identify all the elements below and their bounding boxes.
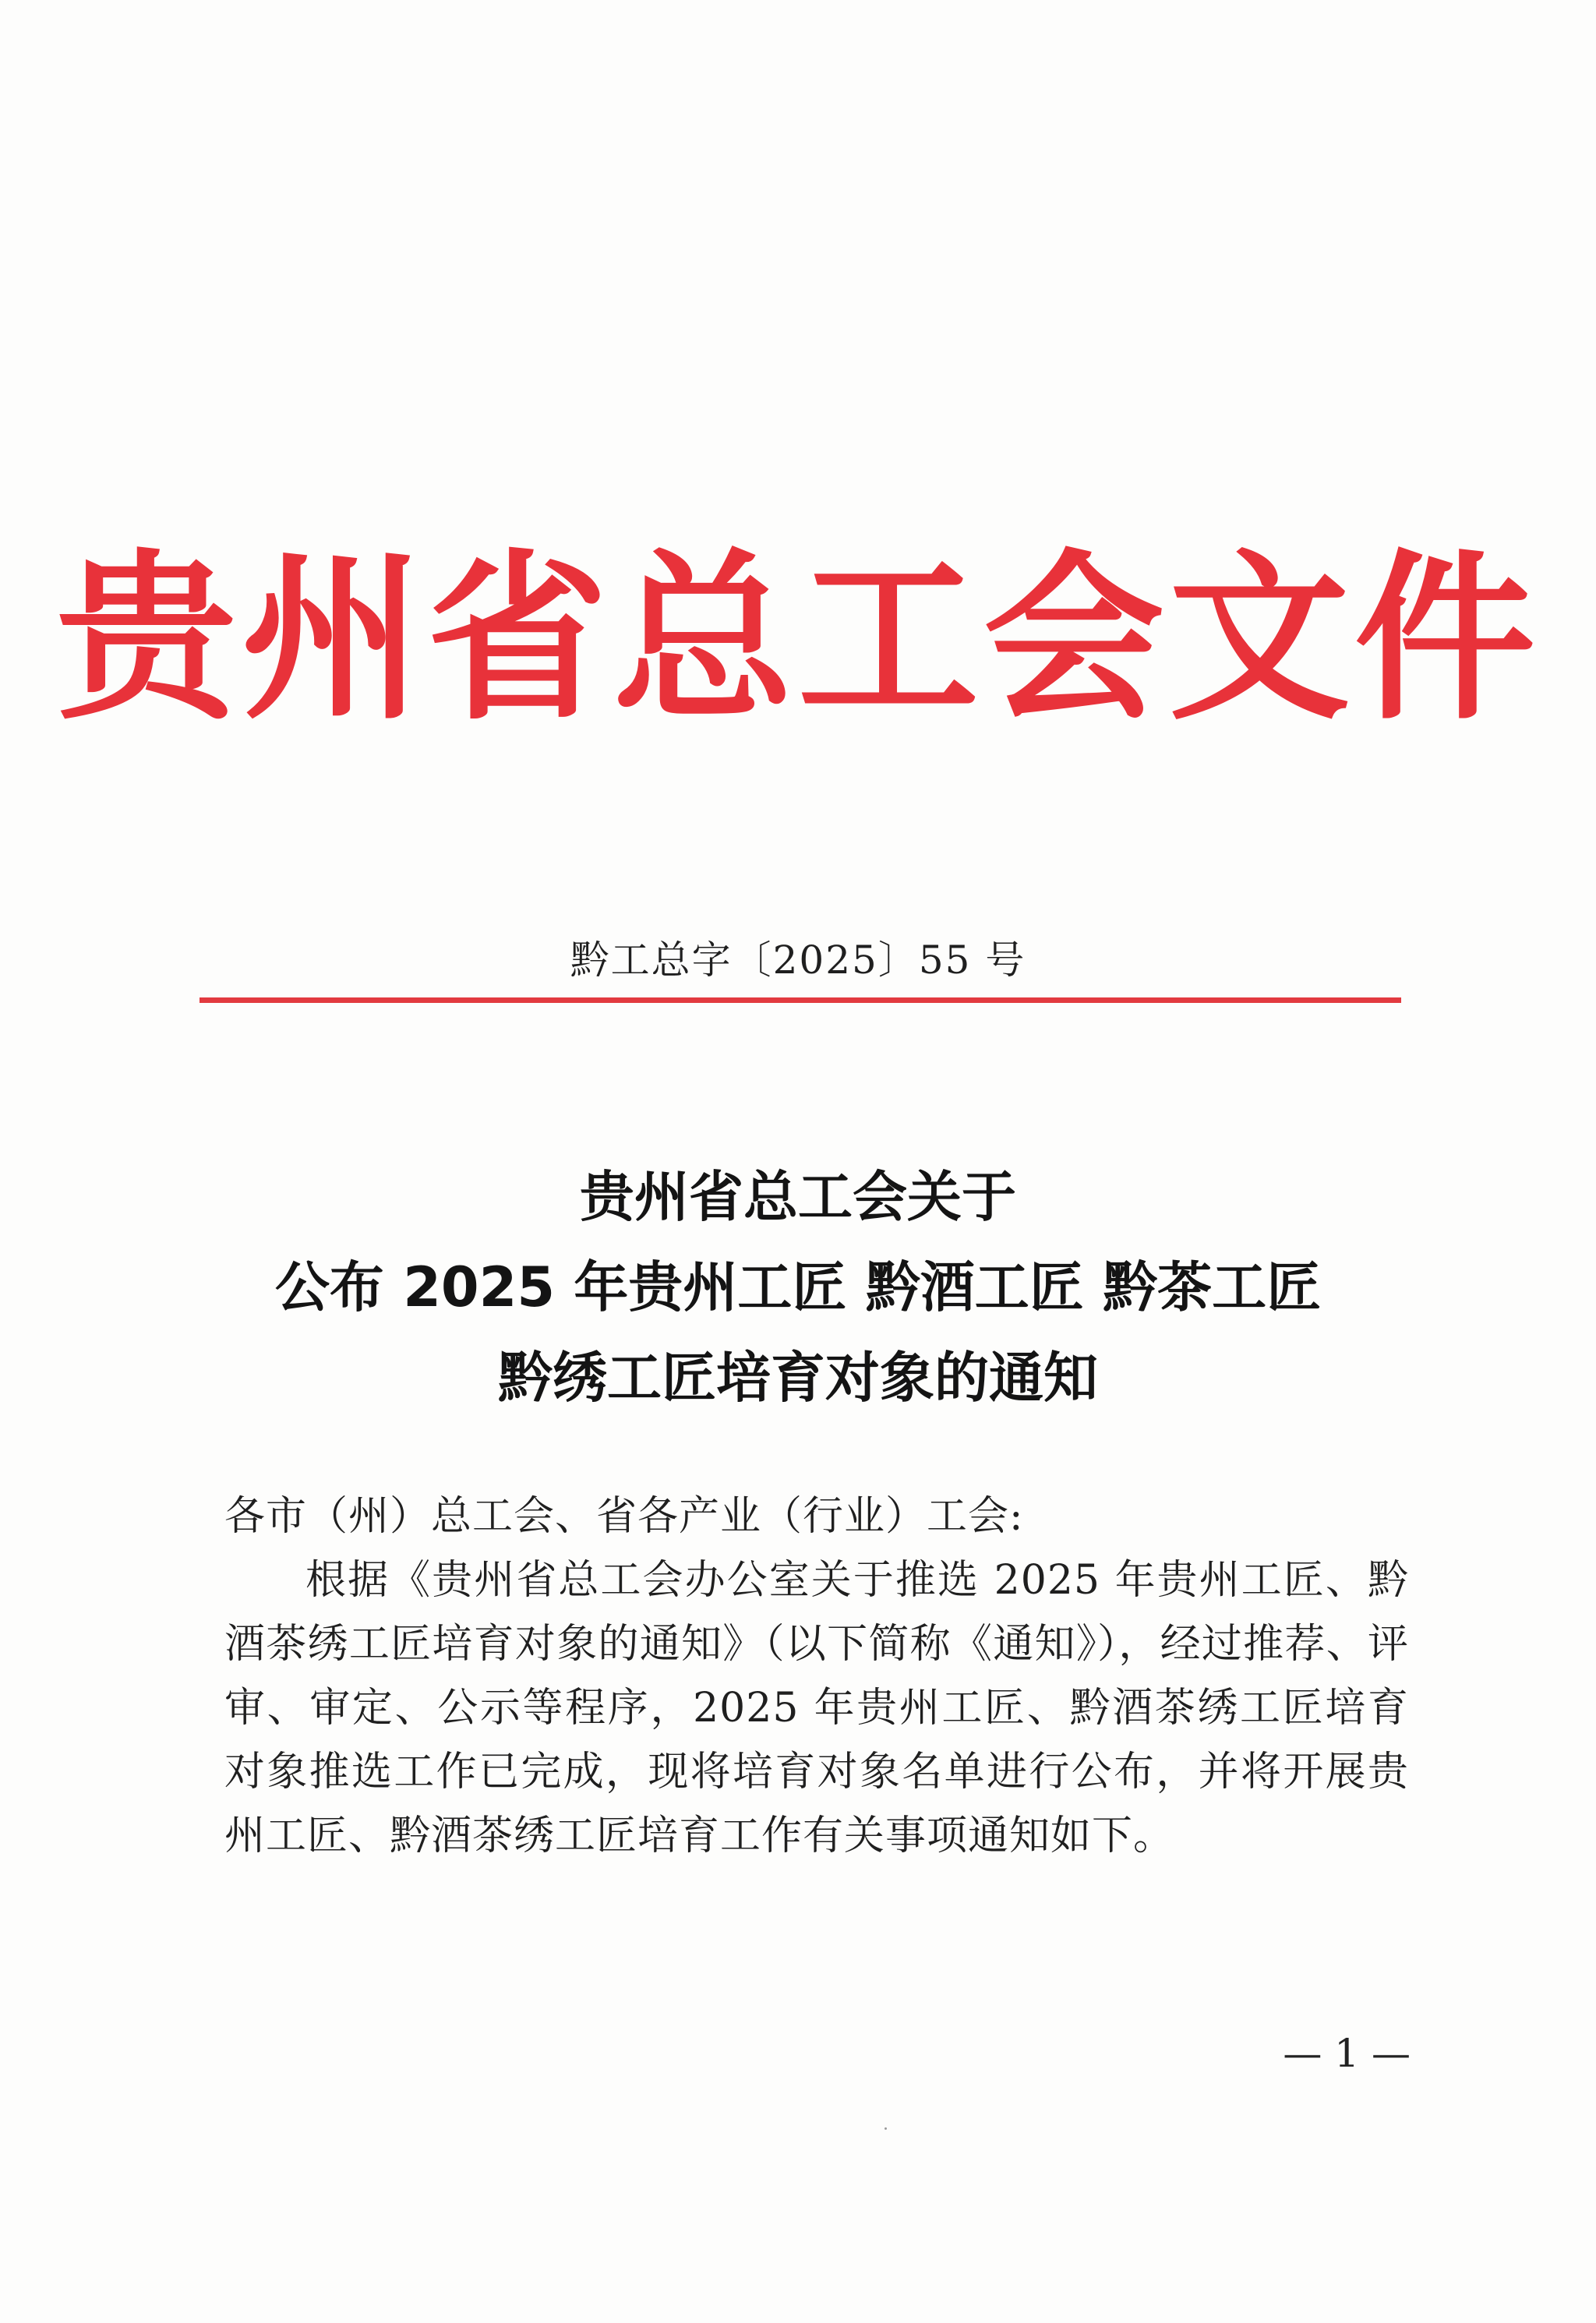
red-separator-line	[200, 997, 1401, 1003]
masthead-title: 贵州省总工会文件	[55, 534, 1540, 744]
body-paragraph: 根据《贵州省总工会办公室关于推选 2025 年贵州工匠、黔酒茶绣工匠培育对象的通知》（以下简称《通知》），经过推荐、评审、审定、公示等程序，2025 年贵州工匠、黔酒茶绣工匠培育对象推选工作已完成，现将培育对象名单进行公布，并将开展贵州工匠、黔酒茶绣工匠培育工作有关事项通知如下。	[224, 1557, 1409, 1859]
document-number: 黔工总字〔2025〕55 号	[570, 937, 1026, 983]
page-number: — 1 —	[1283, 2031, 1411, 2076]
scan-speck	[885, 2127, 887, 2130]
title-line-2: 公布 2025 年贵州工匠 黔酒工匠 黔茶工匠	[274, 1255, 1322, 1319]
salutation: 各市（州）总工会、省各产业（行业）工会:	[224, 1493, 1024, 1540]
title-line-3: 黔绣工匠培育对象的通知	[498, 1346, 1098, 1410]
notice-body	[224, 1485, 1409, 1868]
notice-title	[0, 1152, 1596, 1423]
title-line-1: 贵州省总工会关于	[580, 1165, 1016, 1229]
